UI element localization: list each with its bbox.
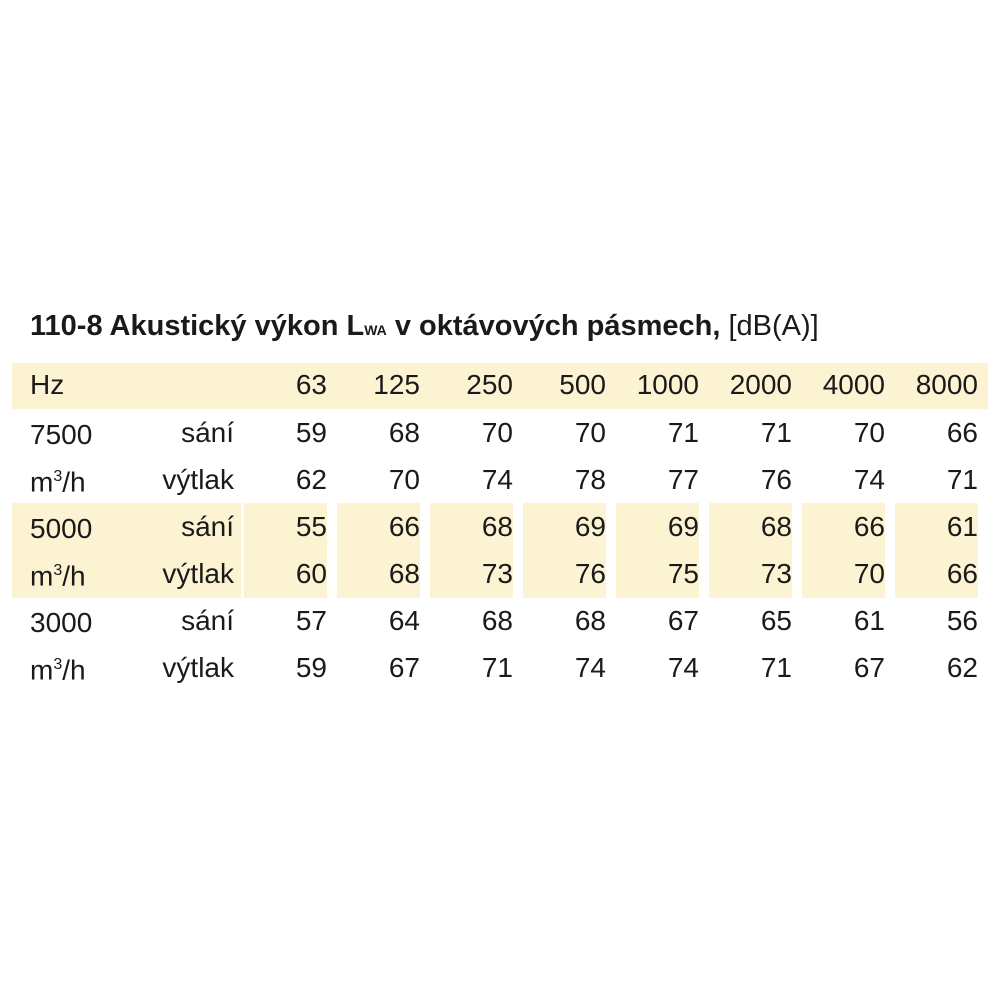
- header-frequency: 250: [466, 369, 513, 400]
- table-cell: 67: [388, 652, 420, 683]
- table-cell: 73: [760, 558, 792, 589]
- table-cell: 67: [667, 605, 699, 636]
- table-cell: 66: [853, 511, 885, 542]
- table-cell: 60: [295, 558, 327, 589]
- table-cell: 71: [946, 464, 978, 495]
- flow-unit-superscript: 3: [53, 562, 63, 579]
- table-cell: 55: [295, 511, 327, 542]
- table-cell: 68: [481, 605, 513, 636]
- table-cell: 68: [760, 511, 792, 542]
- table-cell: 69: [574, 511, 606, 542]
- table-cell: 76: [760, 464, 792, 495]
- row-label: výtlak: [162, 464, 234, 495]
- header-frequency: 125: [373, 369, 420, 400]
- table-cell: 76: [574, 558, 606, 589]
- table-cell: 74: [667, 652, 699, 683]
- table-cell: 68: [574, 605, 606, 636]
- table-cell: 66: [946, 417, 978, 448]
- title-subscript: WA: [364, 322, 387, 338]
- table-cell: 59: [295, 417, 327, 448]
- flow-unit-suffix: /h: [62, 654, 86, 686]
- header-frequency: 4000: [822, 369, 885, 400]
- table-cell: 74: [853, 464, 885, 495]
- table-cell: 65: [760, 605, 792, 636]
- table-cell: 70: [574, 417, 606, 448]
- header-frequency: 63: [295, 369, 327, 400]
- flow-unit: [30, 554, 86, 593]
- table-cell: 74: [481, 464, 513, 495]
- flow-unit-suffix: /h: [62, 560, 86, 592]
- table-cell: 67: [853, 652, 885, 683]
- header-frequency: 8000: [915, 369, 978, 400]
- table-cell: 62: [946, 652, 978, 683]
- table-cell: 71: [481, 652, 513, 683]
- header-label: Hz: [30, 369, 65, 400]
- table-cell: 57: [295, 605, 327, 636]
- flow-unit-suffix: /h: [62, 466, 86, 498]
- row-label: výtlak: [162, 558, 234, 589]
- row-label: výtlak: [162, 652, 234, 683]
- table-cell: 69: [667, 511, 699, 542]
- table-cell: 71: [760, 652, 792, 683]
- table-cell: 75: [667, 558, 699, 589]
- table-cell: 74: [574, 652, 606, 683]
- row-label: sání: [181, 417, 234, 448]
- flow-rate: 3000: [30, 607, 93, 638]
- flow-unit-superscript: 3: [53, 468, 63, 485]
- table-cell: 73: [481, 558, 513, 589]
- table-cell: 68: [481, 511, 513, 542]
- title-main: 110-8 Akustický výkon L: [30, 310, 365, 342]
- table-cell: 70: [388, 464, 420, 495]
- row-label: sání: [181, 511, 234, 542]
- title-rest: v oktávových pásmech,: [386, 310, 721, 342]
- table-cell: 77: [667, 464, 699, 495]
- table-cell: 70: [853, 558, 885, 589]
- flow-unit-superscript: 3: [53, 656, 63, 673]
- table-cell: 71: [760, 417, 792, 448]
- header-frequency: 1000: [636, 369, 699, 400]
- table-cell: 62: [295, 464, 327, 495]
- flow-unit: [30, 460, 86, 499]
- flow-unit-prefix: m: [30, 466, 54, 498]
- title-unit: [dB(A)]: [720, 310, 819, 342]
- header-frequency: 2000: [729, 369, 792, 400]
- table-cell: 56: [946, 605, 978, 636]
- table-cell: 71: [667, 417, 699, 448]
- table-title: [30, 310, 990, 350]
- table-cell: 59: [295, 652, 327, 683]
- flow-unit-prefix: m: [30, 654, 54, 686]
- table-cell: 70: [853, 417, 885, 448]
- row-label: sání: [181, 605, 234, 636]
- flow-unit: [30, 648, 86, 687]
- table-cell: 66: [946, 558, 978, 589]
- header-frequency: 500: [559, 369, 606, 400]
- flow-unit-prefix: m: [30, 560, 54, 592]
- table-cell: 61: [946, 511, 978, 542]
- flow-rate: 5000: [30, 513, 93, 544]
- table-cell: 68: [388, 558, 420, 589]
- table-cell: 78: [574, 464, 606, 495]
- table-cell: 66: [388, 511, 420, 542]
- table-cell: 68: [388, 417, 420, 448]
- table-cell: 70: [481, 417, 513, 448]
- table-cell: 64: [388, 605, 420, 636]
- flow-rate: 7500: [30, 419, 93, 450]
- table-cell: 61: [853, 605, 885, 636]
